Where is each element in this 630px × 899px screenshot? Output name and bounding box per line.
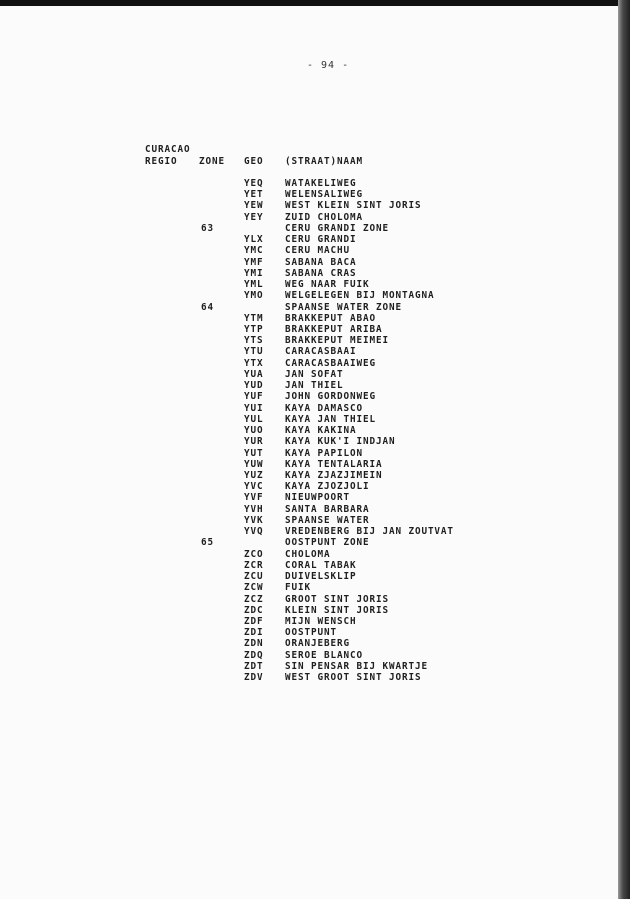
geo-code: YMC bbox=[244, 245, 264, 257]
geo-code: YUW bbox=[244, 458, 264, 470]
street-name: KAYA ZJOZJOLI bbox=[285, 481, 370, 493]
street-name: CHOLOMA bbox=[285, 548, 331, 560]
geo-code: ZDQ bbox=[244, 649, 264, 661]
street-row bbox=[0, 605, 600, 616]
street-name: OOSTPUNT ZONE bbox=[285, 537, 370, 549]
geo-code: YTU bbox=[244, 346, 264, 358]
header-zone: ZONE bbox=[199, 156, 225, 167]
geo-code: YMI bbox=[244, 267, 264, 279]
geo-code: ZDI bbox=[244, 627, 264, 639]
geo-code: YET bbox=[244, 189, 264, 201]
street-row bbox=[0, 257, 600, 268]
street-name: NIEUWPOORT bbox=[285, 492, 350, 504]
street-name: JAN THIEL bbox=[285, 380, 344, 392]
street-row bbox=[0, 324, 600, 335]
street-name: CARACASBAAIWEG bbox=[285, 357, 376, 369]
region-title: CURACAO bbox=[145, 144, 191, 155]
geo-code: YMO bbox=[244, 290, 264, 302]
geo-code: YUA bbox=[244, 368, 264, 380]
street-name: CARACASBAAI bbox=[285, 346, 357, 358]
street-name: KAYA TENTALARIA bbox=[285, 458, 383, 470]
geo-code: YUL bbox=[244, 413, 264, 425]
geo-code: YEW bbox=[244, 200, 264, 212]
geo-code: YEQ bbox=[244, 178, 264, 189]
street-name: KAYA ZJAZJIMEIN bbox=[285, 469, 383, 481]
street-row bbox=[0, 459, 600, 470]
street-row bbox=[0, 661, 600, 672]
street-name: CERU GRANDI bbox=[285, 234, 357, 246]
street-name: OOSTPUNT bbox=[285, 627, 337, 639]
street-row bbox=[0, 526, 600, 537]
street-row bbox=[0, 369, 600, 380]
geo-code: ZDN bbox=[244, 638, 264, 650]
geo-code: YUO bbox=[244, 425, 264, 437]
street-row bbox=[0, 650, 600, 661]
street-row bbox=[0, 346, 600, 357]
geo-code: YVQ bbox=[244, 526, 264, 538]
geo-code: ZCR bbox=[244, 559, 264, 571]
header-name: (STRAAT)NAAM bbox=[285, 156, 363, 167]
street-row bbox=[0, 189, 600, 200]
street-name: KAYA KUK'I INDJAN bbox=[285, 436, 396, 448]
street-row bbox=[0, 178, 600, 189]
street-row bbox=[0, 515, 600, 526]
zone-code: 63 bbox=[201, 222, 214, 234]
geo-code: ZCO bbox=[244, 548, 264, 560]
street-name: WATAKELIWEG bbox=[285, 178, 357, 189]
street-name: KAYA PAPILON bbox=[285, 447, 363, 459]
street-name: CERU MACHU bbox=[285, 245, 350, 257]
page-number: - 94 - bbox=[307, 60, 350, 71]
geo-code: YVH bbox=[244, 503, 264, 515]
street-row bbox=[0, 594, 600, 605]
street-name: JAN SOFAT bbox=[285, 368, 344, 380]
street-row bbox=[0, 391, 600, 402]
street-name: SABANA BACA bbox=[285, 256, 357, 268]
geo-code: YMF bbox=[244, 256, 264, 268]
street-name: ORANJEBERG bbox=[285, 638, 350, 650]
geo-code: YUT bbox=[244, 447, 264, 459]
street-row bbox=[0, 549, 600, 560]
geo-code: YUZ bbox=[244, 469, 264, 481]
geo-code: YUR bbox=[244, 436, 264, 448]
zone-row bbox=[0, 223, 600, 234]
street-name: BRAKKEPUT ARIBA bbox=[285, 323, 383, 335]
street-name: KAYA DAMASCO bbox=[285, 402, 363, 414]
street-row bbox=[0, 335, 600, 346]
street-name: SIN PENSAR BIJ KWARTJE bbox=[285, 660, 428, 672]
geo-code: ZCW bbox=[244, 582, 264, 594]
geo-code: ZCU bbox=[244, 571, 264, 583]
scan-right-edge bbox=[618, 0, 630, 899]
street-row bbox=[0, 672, 600, 683]
street-name: SANTA BARBARA bbox=[285, 503, 370, 515]
geo-code: ZCZ bbox=[244, 593, 264, 605]
street-name: BRAKKEPUT ABAO bbox=[285, 312, 376, 324]
geo-code: YML bbox=[244, 279, 264, 291]
street-row bbox=[0, 470, 600, 481]
street-row bbox=[0, 448, 600, 459]
geo-code: ZDV bbox=[244, 672, 264, 684]
street-name: KAYA JAN THIEL bbox=[285, 413, 376, 425]
street-row bbox=[0, 582, 600, 593]
street-name: CORAL TABAK bbox=[285, 559, 357, 571]
geo-code: YLX bbox=[244, 234, 264, 246]
geo-code: ZDT bbox=[244, 660, 264, 672]
geo-code: YUF bbox=[244, 391, 264, 403]
geo-code: ZDF bbox=[244, 615, 264, 627]
geo-code: ZDC bbox=[244, 604, 264, 616]
street-row bbox=[0, 380, 600, 391]
street-name: SPAANSE WATER ZONE bbox=[285, 301, 402, 313]
street-name: WELENSALIWEG bbox=[285, 189, 363, 201]
zone-row bbox=[0, 537, 600, 548]
street-row bbox=[0, 560, 600, 571]
street-name: VREDENBERG BIJ JAN ZOUTVAT bbox=[285, 526, 454, 538]
geo-code: YTM bbox=[244, 312, 264, 324]
street-row bbox=[0, 425, 600, 436]
street-row bbox=[0, 212, 600, 223]
street-name: SEROE BLANCO bbox=[285, 649, 363, 661]
street-name: CERU GRANDI ZONE bbox=[285, 222, 389, 234]
street-name: FUIK bbox=[285, 582, 311, 594]
geo-code: YUI bbox=[244, 402, 264, 414]
street-name: DUIVELSKLIP bbox=[285, 571, 357, 583]
geo-code: YTS bbox=[244, 335, 264, 347]
zone-code: 65 bbox=[201, 537, 214, 549]
geo-code: YTX bbox=[244, 357, 264, 369]
street-row bbox=[0, 200, 600, 211]
geo-code: YEY bbox=[244, 211, 264, 223]
street-name: WEST GROOT SINT JORIS bbox=[285, 672, 422, 684]
street-name: SABANA CRAS bbox=[285, 267, 357, 279]
street-row bbox=[0, 403, 600, 414]
street-row bbox=[0, 358, 600, 369]
street-row bbox=[0, 638, 600, 649]
street-row bbox=[0, 481, 600, 492]
street-name: BRAKKEPUT MEIMEI bbox=[285, 335, 389, 347]
geo-code: YTP bbox=[244, 323, 264, 335]
geo-code: YVC bbox=[244, 481, 264, 493]
street-row bbox=[0, 504, 600, 515]
street-row bbox=[0, 245, 600, 256]
street-name: KAYA KAKINA bbox=[285, 425, 357, 437]
street-name: WELGELEGEN BIJ MONTAGNA bbox=[285, 290, 435, 302]
geo-code: YVK bbox=[244, 514, 264, 526]
street-name: GROOT SINT JORIS bbox=[285, 593, 389, 605]
street-row bbox=[0, 313, 600, 324]
header-regio: REGIO bbox=[145, 156, 178, 167]
street-name: SPAANSE WATER bbox=[285, 514, 370, 526]
zone-code: 64 bbox=[201, 301, 214, 313]
street-name: MIJN WENSCH bbox=[285, 615, 357, 627]
street-row bbox=[0, 627, 600, 638]
street-row bbox=[0, 290, 600, 301]
header-geo: GEO bbox=[244, 156, 264, 167]
geo-code: YVF bbox=[244, 492, 264, 504]
street-row bbox=[0, 234, 600, 245]
street-row bbox=[0, 492, 600, 503]
geo-code: YUD bbox=[244, 380, 264, 392]
street-name: KLEIN SINT JORIS bbox=[285, 604, 389, 616]
street-row bbox=[0, 414, 600, 425]
street-name: JOHN GORDONWEG bbox=[285, 391, 376, 403]
street-row bbox=[0, 279, 600, 290]
street-row bbox=[0, 571, 600, 582]
street-row bbox=[0, 436, 600, 447]
street-row bbox=[0, 268, 600, 279]
street-name: WEST KLEIN SINT JORIS bbox=[285, 200, 422, 212]
zone-row bbox=[0, 302, 600, 313]
street-row bbox=[0, 616, 600, 627]
street-name: WEG NAAR FUIK bbox=[285, 279, 370, 291]
street-name: ZUID CHOLOMA bbox=[285, 211, 363, 223]
